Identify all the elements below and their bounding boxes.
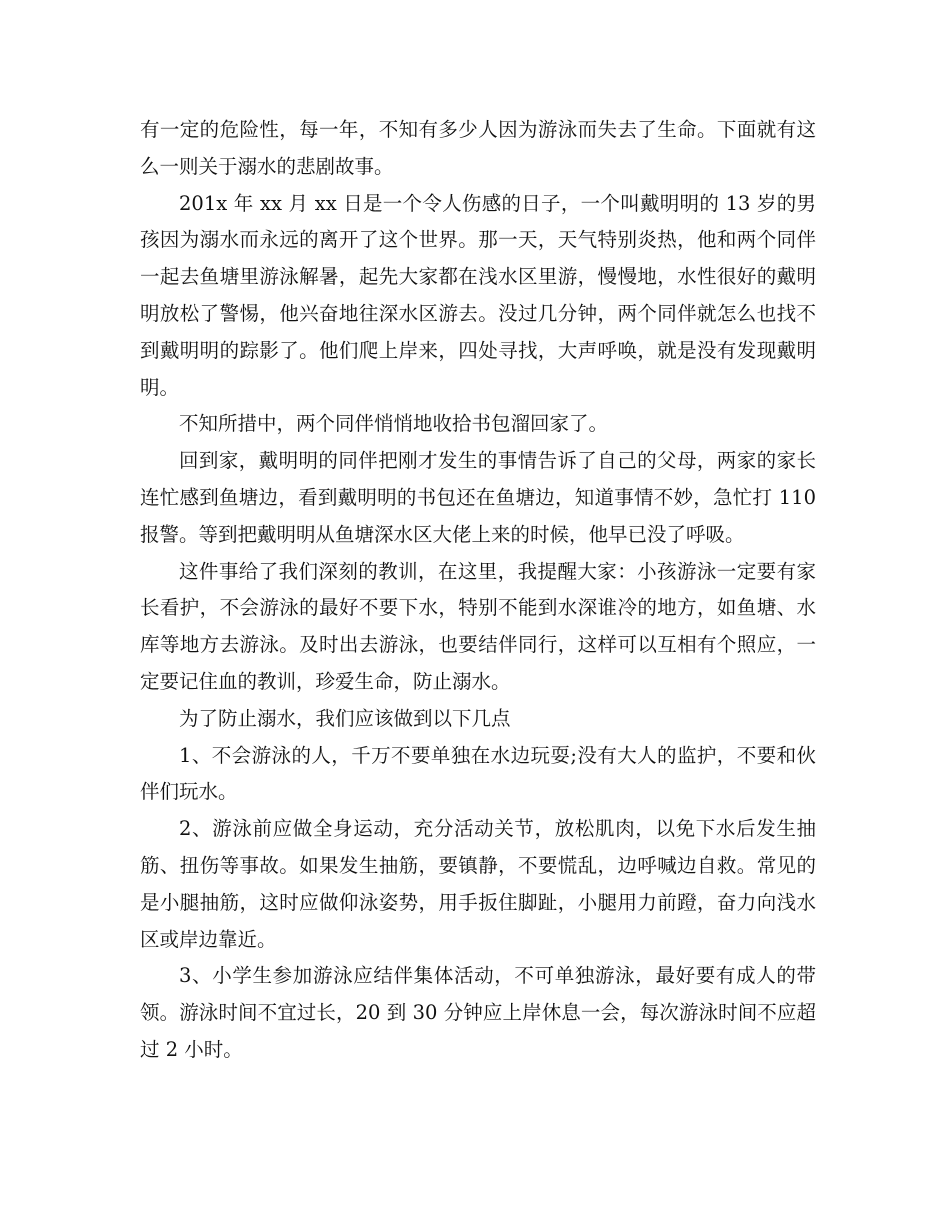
- paragraph-parents-alarm: 回到家，戴明明的同伴把刚才发生的事情告诉了自己的父母，两家的家长连忙感到鱼塘边，看到戴明明的书包还在鱼塘边，知道事情不妙，急忙打 110 报警。等到把戴明明从鱼塘深水区大佬上来的时候，他早已没了呼吸。: [140, 449, 816, 546]
- paragraph-lesson: 这件事给了我们深刻的教训，在这里，我提醒大家：小孩游泳一定要有家长看护，不会游泳的最好不要下水，特别不能到水深谁冷的地方，如鱼塘、水库等地方去游泳。及时出去游泳，也要结伴同行，这样可以互相有个照应，一定要记住血的教训，珍爱生命，防止溺水。: [140, 559, 816, 693]
- paragraph-tip-3: 3、小学生参加游泳应结伴集体活动，不可单独游泳，最好要有成人的带领。游泳时间不宜过长，20 到 30 分钟应上岸休息一会，每次游泳时间不应超过 2 小时。: [140, 964, 816, 1061]
- document-body: [140, 112, 816, 1069]
- paragraph-tip-1: 1、不会游泳的人，千万不要单独在水边玩耍;没有大人的监护，不要和伙伴们玩水。: [140, 743, 816, 804]
- paragraph-companions-leave: 不知所措中，两个同伴悄悄地收拾书包溜回家了。: [179, 412, 609, 436]
- paragraph-tips-heading: 为了防止溺水，我们应该做到以下几点: [179, 706, 511, 730]
- paragraph-story-event: 201x 年 xx 月 xx 日是一个令人伤感的日子，一个叫戴明明的 13 岁的男孩因为溺水而永远的离开了这个世界。那一天，天气特别炎热，他和两个同伴一起去鱼塘里游泳解暑，起先大家都在浅水区里游，慢慢地，水性很好的戴明明放松了警惕，他兴奋地往深水区游去。没过几分钟，两个同伴就怎么也找不到戴明明的踪影了。他们爬上岸来，四处寻找，大声呼唤，就是没有发现戴明明。: [140, 191, 816, 399]
- paragraph-intro-continuation: 有一定的危险性，每一年，不知有多少人因为游泳而失去了生命。下面就有这么一则关于溺水的悲剧故事。: [140, 118, 816, 178]
- paragraph-tip-2: 2、游泳前应做全身运动，充分活动关节，放松肌肉，以免下水后发生抽筋、扭伤等事故。如果发生抽筋，要镇静，不要慌乱，边呼喊边自救。常见的是小腿抽筋，这时应做仰泳姿势，用手扳住脚趾，小腿用力前蹬，奋力向浅水区或岸边靠近。: [140, 817, 816, 951]
